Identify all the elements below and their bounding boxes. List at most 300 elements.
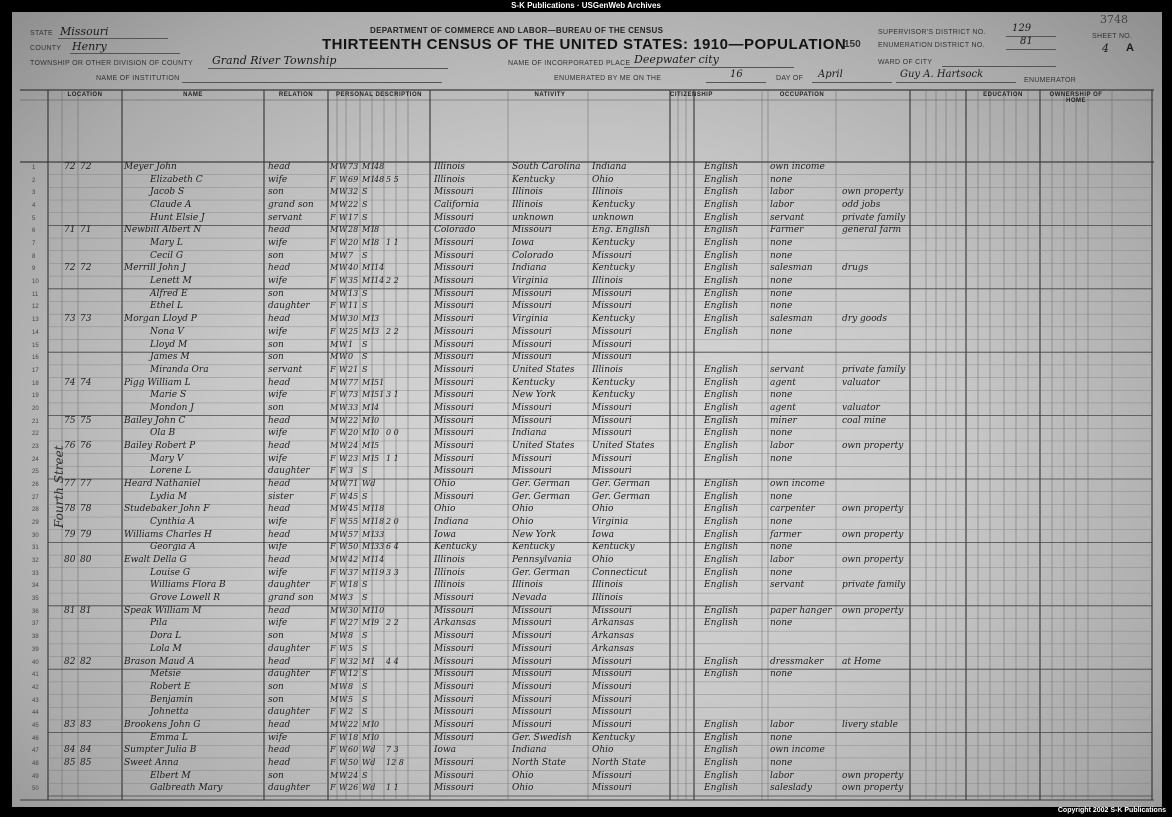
cell-bp: Missouri bbox=[434, 326, 474, 337]
cell-sex: F bbox=[330, 364, 336, 374]
cell-fam: 85 bbox=[80, 757, 92, 768]
row-number: 37 bbox=[32, 621, 39, 628]
cell-bp: Missouri bbox=[434, 402, 474, 413]
cell-rel: wife bbox=[268, 326, 288, 337]
cell-ms: M1 bbox=[362, 529, 376, 539]
cell-lang: English bbox=[704, 276, 739, 287]
cell-age: 33 bbox=[348, 402, 359, 412]
cell-name: Meyer John bbox=[124, 162, 177, 172]
cell-name: Robert E bbox=[150, 681, 191, 692]
county-value: Henry bbox=[72, 40, 107, 53]
row-number: 46 bbox=[32, 735, 39, 742]
cell-race: W bbox=[339, 681, 348, 691]
cell-sex: M bbox=[330, 339, 339, 349]
cell-name: Brookens John G bbox=[124, 719, 201, 730]
row-number: 6 bbox=[32, 228, 36, 235]
cell-ms: Wd bbox=[362, 745, 376, 755]
cell-dw: 77 bbox=[64, 479, 76, 489]
cell-bp: Missouri bbox=[434, 770, 474, 781]
cell-rel: head bbox=[268, 605, 291, 616]
enumerated-label: ENUMERATED BY ME ON THE bbox=[554, 75, 662, 82]
cell-sex: M bbox=[330, 631, 339, 641]
cell-dw: 82 bbox=[64, 656, 76, 667]
cell-sex: F bbox=[330, 580, 336, 590]
cell-fam: 83 bbox=[80, 719, 92, 730]
cell-ch: 0 0 bbox=[386, 428, 399, 438]
cell-dw: 80 bbox=[64, 555, 76, 566]
cell-name: Bailey John C bbox=[124, 415, 186, 426]
cell-name: Merrill John J bbox=[124, 263, 186, 274]
cell-mbp: United States bbox=[592, 440, 655, 451]
cell-yrs: 33 bbox=[374, 542, 385, 552]
cell-mbp: Arkansas bbox=[592, 631, 635, 642]
cell-bp: Illinois bbox=[434, 174, 465, 185]
row-number: 35 bbox=[32, 596, 39, 603]
cell-race: W bbox=[339, 707, 348, 717]
cell-mbp: Illinois bbox=[592, 187, 623, 198]
sheet-side: A bbox=[1126, 42, 1134, 54]
row-number: 49 bbox=[32, 773, 39, 780]
cell-age: 11 bbox=[348, 301, 359, 311]
cell-mbp: Ger. German bbox=[592, 479, 651, 489]
cell-bp: Missouri bbox=[434, 783, 474, 794]
cell-ch: 6 4 bbox=[386, 542, 399, 552]
cell-ch: 4 4 bbox=[386, 656, 399, 666]
cell-sex: M bbox=[330, 605, 339, 615]
cell-mbp: Ohio bbox=[592, 504, 614, 515]
cell-name: Cynthia A bbox=[150, 517, 195, 528]
cell-occ: none bbox=[770, 517, 793, 528]
cell-fam: 76 bbox=[80, 440, 92, 451]
cell-occ: own income bbox=[770, 162, 825, 172]
row-number: 33 bbox=[32, 570, 39, 577]
cell-name: Alfred E bbox=[150, 288, 188, 299]
cell-lang: English bbox=[704, 529, 739, 540]
cell-name: Newbill Albert N bbox=[124, 225, 202, 236]
cell-fbp: Ohio bbox=[512, 504, 534, 515]
cell-mbp: North State bbox=[592, 757, 646, 768]
cell-dw: 78 bbox=[64, 504, 76, 515]
cell-fbp: unknown bbox=[512, 212, 554, 223]
cell-bp: Illinois bbox=[434, 580, 465, 591]
cell-occ: none bbox=[770, 301, 793, 312]
cell-ind: valuator bbox=[842, 377, 880, 388]
cell-rel: head bbox=[268, 377, 291, 388]
cell-ms: M1 bbox=[362, 276, 376, 286]
cell-dw: 85 bbox=[64, 757, 76, 768]
cell-fbp: Ohio bbox=[512, 517, 534, 528]
cell-yrs: 14 bbox=[374, 263, 385, 273]
cell-ms: M1 bbox=[362, 377, 376, 387]
cell-yrs: 19 bbox=[374, 567, 385, 577]
cell-sex: F bbox=[330, 757, 336, 767]
cell-rel: wife bbox=[268, 174, 288, 185]
cell-fbp: Indiana bbox=[512, 428, 547, 439]
cell-ind: drugs bbox=[842, 263, 869, 274]
cell-name: Marie S bbox=[150, 390, 187, 401]
row-number: 4 bbox=[32, 203, 36, 210]
cell-yrs: 4 bbox=[374, 402, 380, 412]
cell-bp: Missouri bbox=[434, 187, 474, 198]
cell-race: W bbox=[339, 757, 348, 767]
cell-lang: English bbox=[704, 238, 739, 249]
cell-rel: sister bbox=[268, 491, 294, 502]
cell-rel: servant bbox=[268, 212, 303, 223]
cell-bp: California bbox=[434, 200, 480, 211]
cell-sex: F bbox=[330, 745, 336, 755]
cell-name: Williams Charles H bbox=[124, 529, 212, 540]
cell-age: 24 bbox=[348, 440, 359, 450]
cell-occ: servant bbox=[770, 212, 805, 223]
cell-age: 17 bbox=[348, 212, 359, 222]
cell-fbp: Ger. German bbox=[512, 567, 571, 578]
row-number: 5 bbox=[32, 215, 36, 222]
cell-fbp: Kentucky bbox=[512, 174, 555, 185]
cell-race: W bbox=[339, 466, 348, 476]
cell-occ: none bbox=[770, 326, 793, 337]
cell-occ: none bbox=[770, 757, 793, 768]
cell-race: W bbox=[339, 339, 348, 349]
cell-race: W bbox=[339, 440, 348, 450]
cell-sex: M bbox=[330, 593, 339, 603]
cell-lang: English bbox=[704, 440, 739, 451]
cell-rel: wife bbox=[268, 567, 288, 578]
sheet-value: 4 bbox=[1102, 42, 1109, 55]
cell-rel: head bbox=[268, 314, 291, 325]
cell-lang: English bbox=[704, 491, 739, 502]
cell-race: W bbox=[339, 288, 348, 298]
cell-ind: own property bbox=[842, 187, 904, 198]
cell-mbp: Missouri bbox=[592, 415, 632, 426]
cell-fam: 81 bbox=[80, 605, 92, 616]
cell-sex: F bbox=[330, 212, 336, 222]
group-heading: CITIZENSHIP bbox=[670, 92, 713, 98]
cell-age: 8 bbox=[348, 631, 354, 641]
cell-bp: Missouri bbox=[434, 681, 474, 692]
cell-lang: English bbox=[704, 402, 739, 413]
cell-age: 28 bbox=[348, 225, 359, 235]
cell-age: 30 bbox=[348, 605, 359, 615]
cell-ms: M1 bbox=[362, 263, 376, 273]
cell-age: 13 bbox=[348, 288, 359, 298]
cell-bp: Missouri bbox=[434, 453, 474, 464]
cell-mbp: unknown bbox=[592, 212, 634, 223]
cell-rel: head bbox=[268, 757, 291, 768]
cell-ms: S bbox=[362, 491, 368, 501]
cell-rel: wife bbox=[268, 732, 288, 743]
cell-fbp: Missouri bbox=[512, 618, 552, 629]
cell-ch: 1 1 bbox=[386, 453, 399, 463]
cell-rel: daughter bbox=[268, 580, 310, 591]
cell-name: Mary V bbox=[150, 453, 184, 464]
cell-race: W bbox=[339, 732, 348, 742]
cell-ch: 1 1 bbox=[386, 238, 399, 248]
cell-age: 45 bbox=[348, 491, 359, 501]
cell-ms: S bbox=[362, 643, 368, 653]
row-number: 12 bbox=[32, 304, 39, 311]
cell-age: 22 bbox=[348, 415, 359, 425]
row-number: 44 bbox=[32, 710, 39, 717]
cell-name: Ola B bbox=[150, 428, 176, 439]
cell-lang: English bbox=[704, 453, 739, 464]
cell-fbp: Missouri bbox=[512, 453, 552, 464]
cell-race: W bbox=[339, 453, 348, 463]
cell-fbp: Kentucky bbox=[512, 542, 555, 553]
cell-bp: Missouri bbox=[434, 314, 474, 325]
cell-mbp: Arkansas bbox=[592, 643, 635, 654]
supervisor-value: 129 bbox=[1012, 23, 1032, 34]
cell-name: Pila bbox=[150, 618, 168, 629]
cell-ms: M1 bbox=[362, 719, 376, 729]
cell-ms: M1 bbox=[362, 174, 376, 184]
cell-age: 73 bbox=[348, 162, 359, 171]
cell-sex: F bbox=[330, 618, 336, 628]
cell-sex: F bbox=[330, 732, 336, 742]
cell-ms: M1 bbox=[362, 238, 376, 248]
cell-sex: F bbox=[330, 238, 336, 248]
cell-ms: S bbox=[362, 250, 368, 260]
cell-yrs: 5 bbox=[374, 453, 380, 463]
cell-dw: 76 bbox=[64, 440, 76, 451]
cell-ch: 5 5 bbox=[386, 174, 399, 184]
cell-ms: M1 bbox=[362, 415, 376, 425]
cell-occ: none bbox=[770, 276, 793, 287]
cell-sex: F bbox=[330, 301, 336, 311]
cell-name: Lloyd M bbox=[150, 339, 188, 350]
cell-sex: M bbox=[330, 377, 339, 387]
cell-sex: M bbox=[330, 479, 339, 488]
cell-age: 8 bbox=[348, 681, 354, 691]
cell-ch: 2 2 bbox=[386, 276, 399, 286]
cell-lang: English bbox=[704, 301, 739, 312]
cell-ind: own property bbox=[842, 440, 904, 451]
margin-street-note: Fourth Street bbox=[52, 445, 66, 528]
cell-age: 18 bbox=[348, 732, 359, 742]
cell-ch: 2 2 bbox=[386, 326, 399, 336]
cell-yrs: 0 bbox=[374, 415, 380, 425]
census-title: THIRTEENTH CENSUS OF THE UNITED STATES: 1910—POPULATION bbox=[322, 36, 847, 53]
cell-yrs: 5 bbox=[374, 440, 380, 450]
cell-occ: labor bbox=[770, 719, 794, 730]
cell-ms: M1 bbox=[362, 314, 376, 324]
cell-bp: Missouri bbox=[434, 377, 474, 388]
cell-age: 45 bbox=[348, 504, 359, 514]
cell-mbp: Illinois bbox=[592, 276, 623, 287]
cell-race: W bbox=[339, 314, 348, 324]
row-number: 41 bbox=[32, 672, 39, 679]
cell-race: W bbox=[339, 643, 348, 653]
cell-sex: M bbox=[330, 288, 339, 298]
cell-fbp: Ohio bbox=[512, 783, 534, 794]
cell-race: W bbox=[339, 415, 348, 425]
cell-dw: 71 bbox=[64, 225, 76, 236]
cell-bp: Missouri bbox=[434, 707, 474, 718]
cell-age: 5 bbox=[348, 643, 354, 653]
cell-fbp: Missouri bbox=[512, 719, 552, 730]
cell-ms: S bbox=[362, 212, 368, 222]
cell-occ: agent bbox=[770, 402, 796, 413]
cell-ms: S bbox=[362, 288, 368, 298]
cell-occ: none bbox=[770, 390, 793, 401]
cell-age: 0 bbox=[348, 352, 354, 362]
cell-rel: son bbox=[268, 631, 284, 642]
row-number: 40 bbox=[32, 659, 39, 666]
cell-lang: English bbox=[704, 542, 739, 553]
cell-ms: S bbox=[362, 339, 368, 349]
cell-fbp: Nevada bbox=[512, 593, 547, 604]
cell-rel: son bbox=[268, 250, 284, 261]
row-number: 21 bbox=[32, 418, 39, 425]
row-number: 27 bbox=[32, 494, 39, 501]
group-heading: PERSONAL DESCRIPTION bbox=[336, 92, 422, 98]
cell-occ: none bbox=[770, 567, 793, 578]
row-number: 7 bbox=[32, 241, 36, 248]
state-value: Missouri bbox=[60, 25, 109, 38]
cell-name: Galbreath Mary bbox=[150, 783, 223, 794]
cell-sex: M bbox=[330, 225, 339, 235]
cell-race: W bbox=[339, 390, 348, 400]
cell-age: 32 bbox=[348, 656, 359, 666]
cell-age: 73 bbox=[348, 390, 359, 400]
cell-bp: Missouri bbox=[434, 757, 474, 768]
cell-ind: at Home bbox=[842, 656, 881, 667]
row-number: 42 bbox=[32, 684, 39, 691]
cell-rel: son bbox=[268, 339, 284, 350]
cell-rel: head bbox=[268, 719, 291, 730]
cell-bp: Ohio bbox=[434, 504, 456, 515]
cell-sex: F bbox=[330, 707, 336, 717]
cell-mbp: Ger. German bbox=[592, 491, 651, 502]
cell-race: W bbox=[339, 580, 348, 590]
cell-ms: S bbox=[362, 580, 368, 590]
cell-fbp: United States bbox=[512, 364, 575, 375]
row-number: 45 bbox=[32, 722, 39, 729]
cell-rel: wife bbox=[268, 390, 288, 401]
cell-ind: dry goods bbox=[842, 314, 887, 325]
cell-sex: F bbox=[330, 453, 336, 463]
cell-rel: son bbox=[268, 402, 284, 413]
cell-age: 37 bbox=[348, 567, 359, 577]
cell-ms: S bbox=[362, 364, 368, 374]
cell-ms: M1 bbox=[362, 517, 376, 527]
cell-lang: English bbox=[704, 263, 739, 274]
cell-fbp: Illinois bbox=[512, 187, 543, 198]
cell-rel: daughter bbox=[268, 466, 310, 477]
cell-fbp: Missouri bbox=[512, 605, 552, 616]
cell-bp: Missouri bbox=[434, 352, 474, 363]
cell-rel: wife bbox=[268, 238, 288, 249]
cell-name: Hunt Elsie J bbox=[150, 212, 205, 223]
cell-race: W bbox=[339, 276, 348, 286]
cell-fam: 82 bbox=[80, 656, 92, 667]
row-number: 18 bbox=[32, 380, 39, 387]
cell-mbp: Missouri bbox=[592, 301, 632, 312]
cell-occ: none bbox=[770, 250, 793, 261]
cell-age: 3 bbox=[348, 466, 354, 476]
row-number: 10 bbox=[32, 279, 39, 286]
cell-lang: English bbox=[704, 288, 739, 299]
cell-name: Claude A bbox=[150, 200, 192, 211]
cell-lang: English bbox=[704, 517, 739, 528]
cell-ind: odd jobs bbox=[842, 200, 881, 211]
cell-sex: F bbox=[330, 669, 336, 679]
cell-mbp: Kentucky bbox=[592, 200, 635, 211]
cell-fam: 71 bbox=[80, 225, 92, 236]
cell-name: Lorene L bbox=[150, 466, 191, 477]
cell-lang: English bbox=[704, 504, 739, 515]
cell-lang: English bbox=[704, 555, 739, 566]
cell-rel: daughter bbox=[268, 669, 310, 680]
cell-yrs: 14 bbox=[374, 555, 385, 565]
cell-mbp: Missouri bbox=[592, 326, 632, 337]
cell-lang: English bbox=[704, 757, 739, 768]
cell-lang: English bbox=[704, 783, 739, 794]
cell-sex: F bbox=[330, 428, 336, 438]
cell-name: Studebaker John F bbox=[124, 504, 210, 515]
cell-sex: F bbox=[330, 783, 336, 793]
copyright-footer: Copyright 2002 S-K Publications bbox=[1057, 807, 1166, 814]
cell-race: W bbox=[339, 225, 348, 235]
cell-fbp: Missouri bbox=[512, 669, 552, 680]
cell-age: 20 bbox=[348, 238, 359, 248]
cell-yrs: 18 bbox=[374, 517, 385, 527]
cell-mbp: Missouri bbox=[592, 402, 632, 413]
cell-age: 50 bbox=[348, 542, 359, 552]
cell-ms: M1 bbox=[362, 555, 376, 565]
cell-lang: English bbox=[704, 326, 739, 337]
row-number: 8 bbox=[32, 253, 36, 260]
row-number: 19 bbox=[32, 393, 39, 400]
row-number: 22 bbox=[32, 431, 39, 438]
group-heading: RELATION bbox=[278, 92, 314, 98]
cell-race: W bbox=[339, 326, 348, 336]
cell-yrs: 14 bbox=[374, 276, 385, 286]
cell-ind: private family bbox=[842, 580, 906, 591]
row-number: 36 bbox=[32, 608, 39, 615]
row-number: 28 bbox=[32, 507, 39, 514]
cell-mbp: Iowa bbox=[592, 529, 615, 540]
cell-sex: F bbox=[330, 491, 336, 501]
cell-age: 30 bbox=[348, 314, 359, 324]
cell-mbp: Kentucky bbox=[592, 390, 635, 401]
cell-mbp: Missouri bbox=[592, 250, 632, 261]
cell-rel: head bbox=[268, 555, 291, 566]
cell-sex: M bbox=[330, 504, 339, 514]
cell-fbp: New York bbox=[512, 390, 557, 401]
cell-race: W bbox=[339, 694, 348, 704]
cell-mbp: Missouri bbox=[592, 783, 632, 794]
cell-rel: head bbox=[268, 440, 291, 451]
cell-occ: none bbox=[770, 542, 793, 553]
cell-name: Sweet Anna bbox=[124, 757, 179, 768]
cell-ms: M1 bbox=[362, 453, 376, 463]
row-number: 29 bbox=[32, 520, 39, 527]
cell-fbp: Kentucky bbox=[512, 377, 555, 388]
cell-fbp: Missouri bbox=[512, 631, 552, 642]
cell-sex: F bbox=[330, 517, 336, 527]
row-number: 43 bbox=[32, 697, 39, 704]
cell-bp: Missouri bbox=[434, 605, 474, 616]
cell-sex: M bbox=[330, 681, 339, 691]
cell-occ: miner bbox=[770, 415, 797, 426]
cell-name: Mary L bbox=[150, 238, 183, 249]
cell-lang: English bbox=[704, 174, 739, 185]
cell-rel: wife bbox=[268, 428, 288, 439]
cell-yrs: 0 bbox=[374, 719, 380, 729]
cell-bp: Illinois bbox=[434, 162, 465, 172]
cell-bp: Missouri bbox=[434, 212, 474, 223]
cell-mbp: Missouri bbox=[592, 453, 632, 464]
